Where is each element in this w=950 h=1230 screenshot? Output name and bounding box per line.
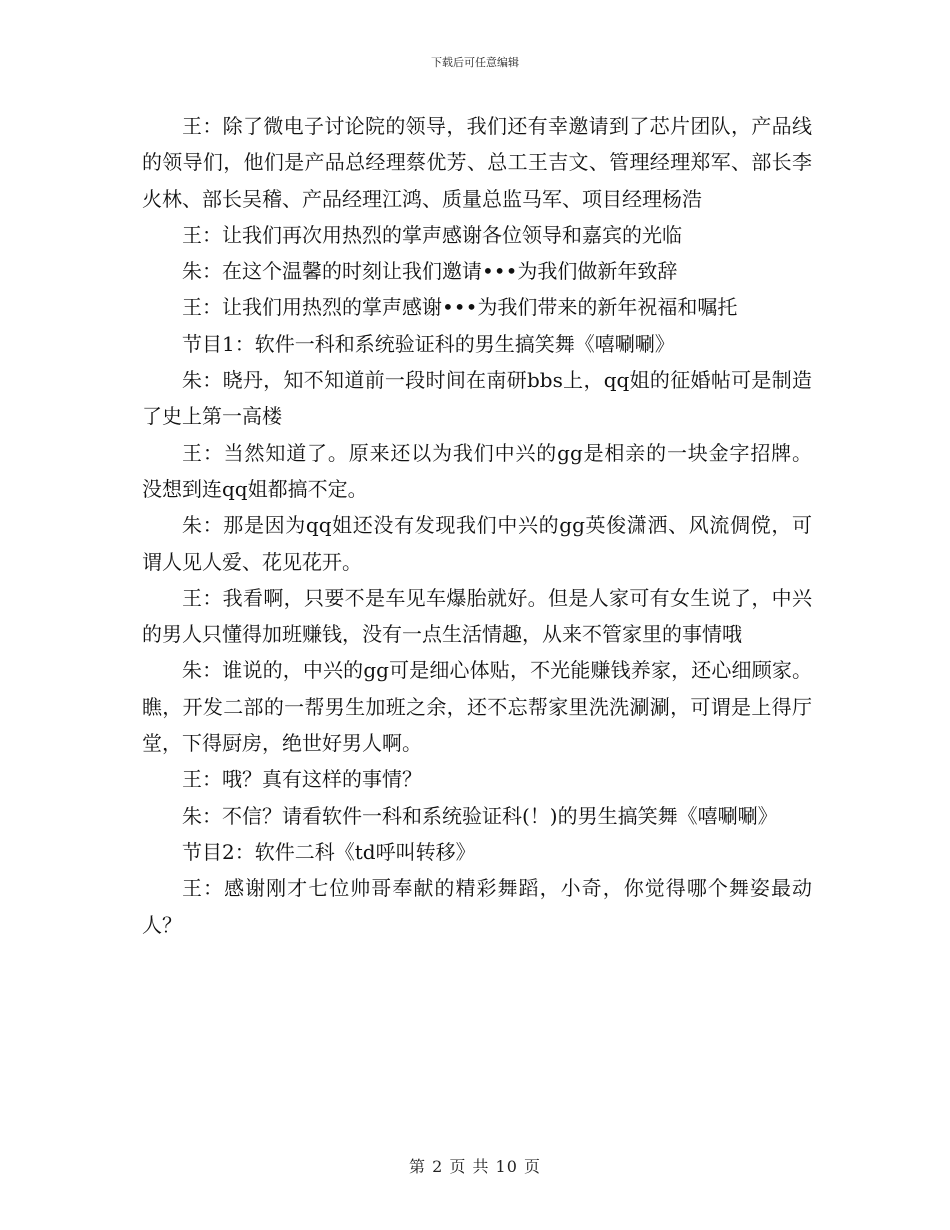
paragraph: 节目2：软件二科《td呼叫转移》 — [182, 839, 476, 864]
paragraph: 王：当然知道了。原来还以为我们中兴的gg是相亲的一块金字招牌。 没想到连qq姐都搞不定。 — [142, 440, 812, 501]
paragraph: 王：我看啊，只要不是车见车爆胎就好。但是人家可有女生说了，中兴的男人只懂得加班赚钱，没有一点生活情趣，从来不管家里的事情哦 — [142, 585, 812, 647]
paragraph: 朱：谁说的，中兴的gg可是细心体贴，不光能赚钱养家，还心细顾家。瞧，开发二部的一帮男生加班之余，还不忘帮家里洗洗涮涮，可谓是上得厅堂，下得厨房，绝世好男人啊。 — [142, 658, 812, 756]
paragraph: 朱：不信？请看软件一科和系统验证科(！)的男生搞笑舞《嘻唰唰》 — [182, 803, 778, 828]
page-footer: 第 2 页 共 10 页 — [409, 1157, 541, 1176]
paragraph: 王：让我们再次用热烈的掌声感谢各位领导和嘉宾的光临 — [182, 222, 682, 247]
paragraph: 节目1：软件一科和系统验证科的男生搞笑舞《嘻唰唰》 — [182, 331, 675, 356]
paragraph: 朱：在这个温馨的时刻让我们邀请•••为我们做新年致辞 — [182, 259, 678, 284]
paragraph: 王：感谢刚才七位帅哥奉献的精彩舞蹈，小奇，你觉得哪个舞姿最动人？ — [142, 876, 812, 937]
paragraph: 王：哦？真有这样的事情？ — [182, 767, 422, 792]
paragraph: 朱：那是因为qq姐还没有发现我们中兴的gg英俊潇洒、风流倜傥，可谓人见人爱、花见花开。 — [142, 513, 812, 574]
paragraph: 王：让我们用热烈的掌声感谢•••为我们带来的新年祝福和嘱托 — [182, 295, 738, 320]
paragraph: 王：除了微电子讨论院的领导，我们还有幸邀请到了芯片团队，产品线的领导们，他们是产品总经理蔡优芳、总工王吉文、管理经理郑军、部长李火林、部长吴稽、产品经理江鸿、质量总监马军、项目经理杨浩 — [142, 114, 812, 211]
page-header: 下载后可任意编辑 — [431, 56, 519, 69]
paragraph: 朱：晓丹，知不知道前一段时间在南研bbs上，qq姐的征婚帖可是制造了史上第一高楼 — [142, 368, 812, 429]
document-body — [142, 108, 812, 943]
